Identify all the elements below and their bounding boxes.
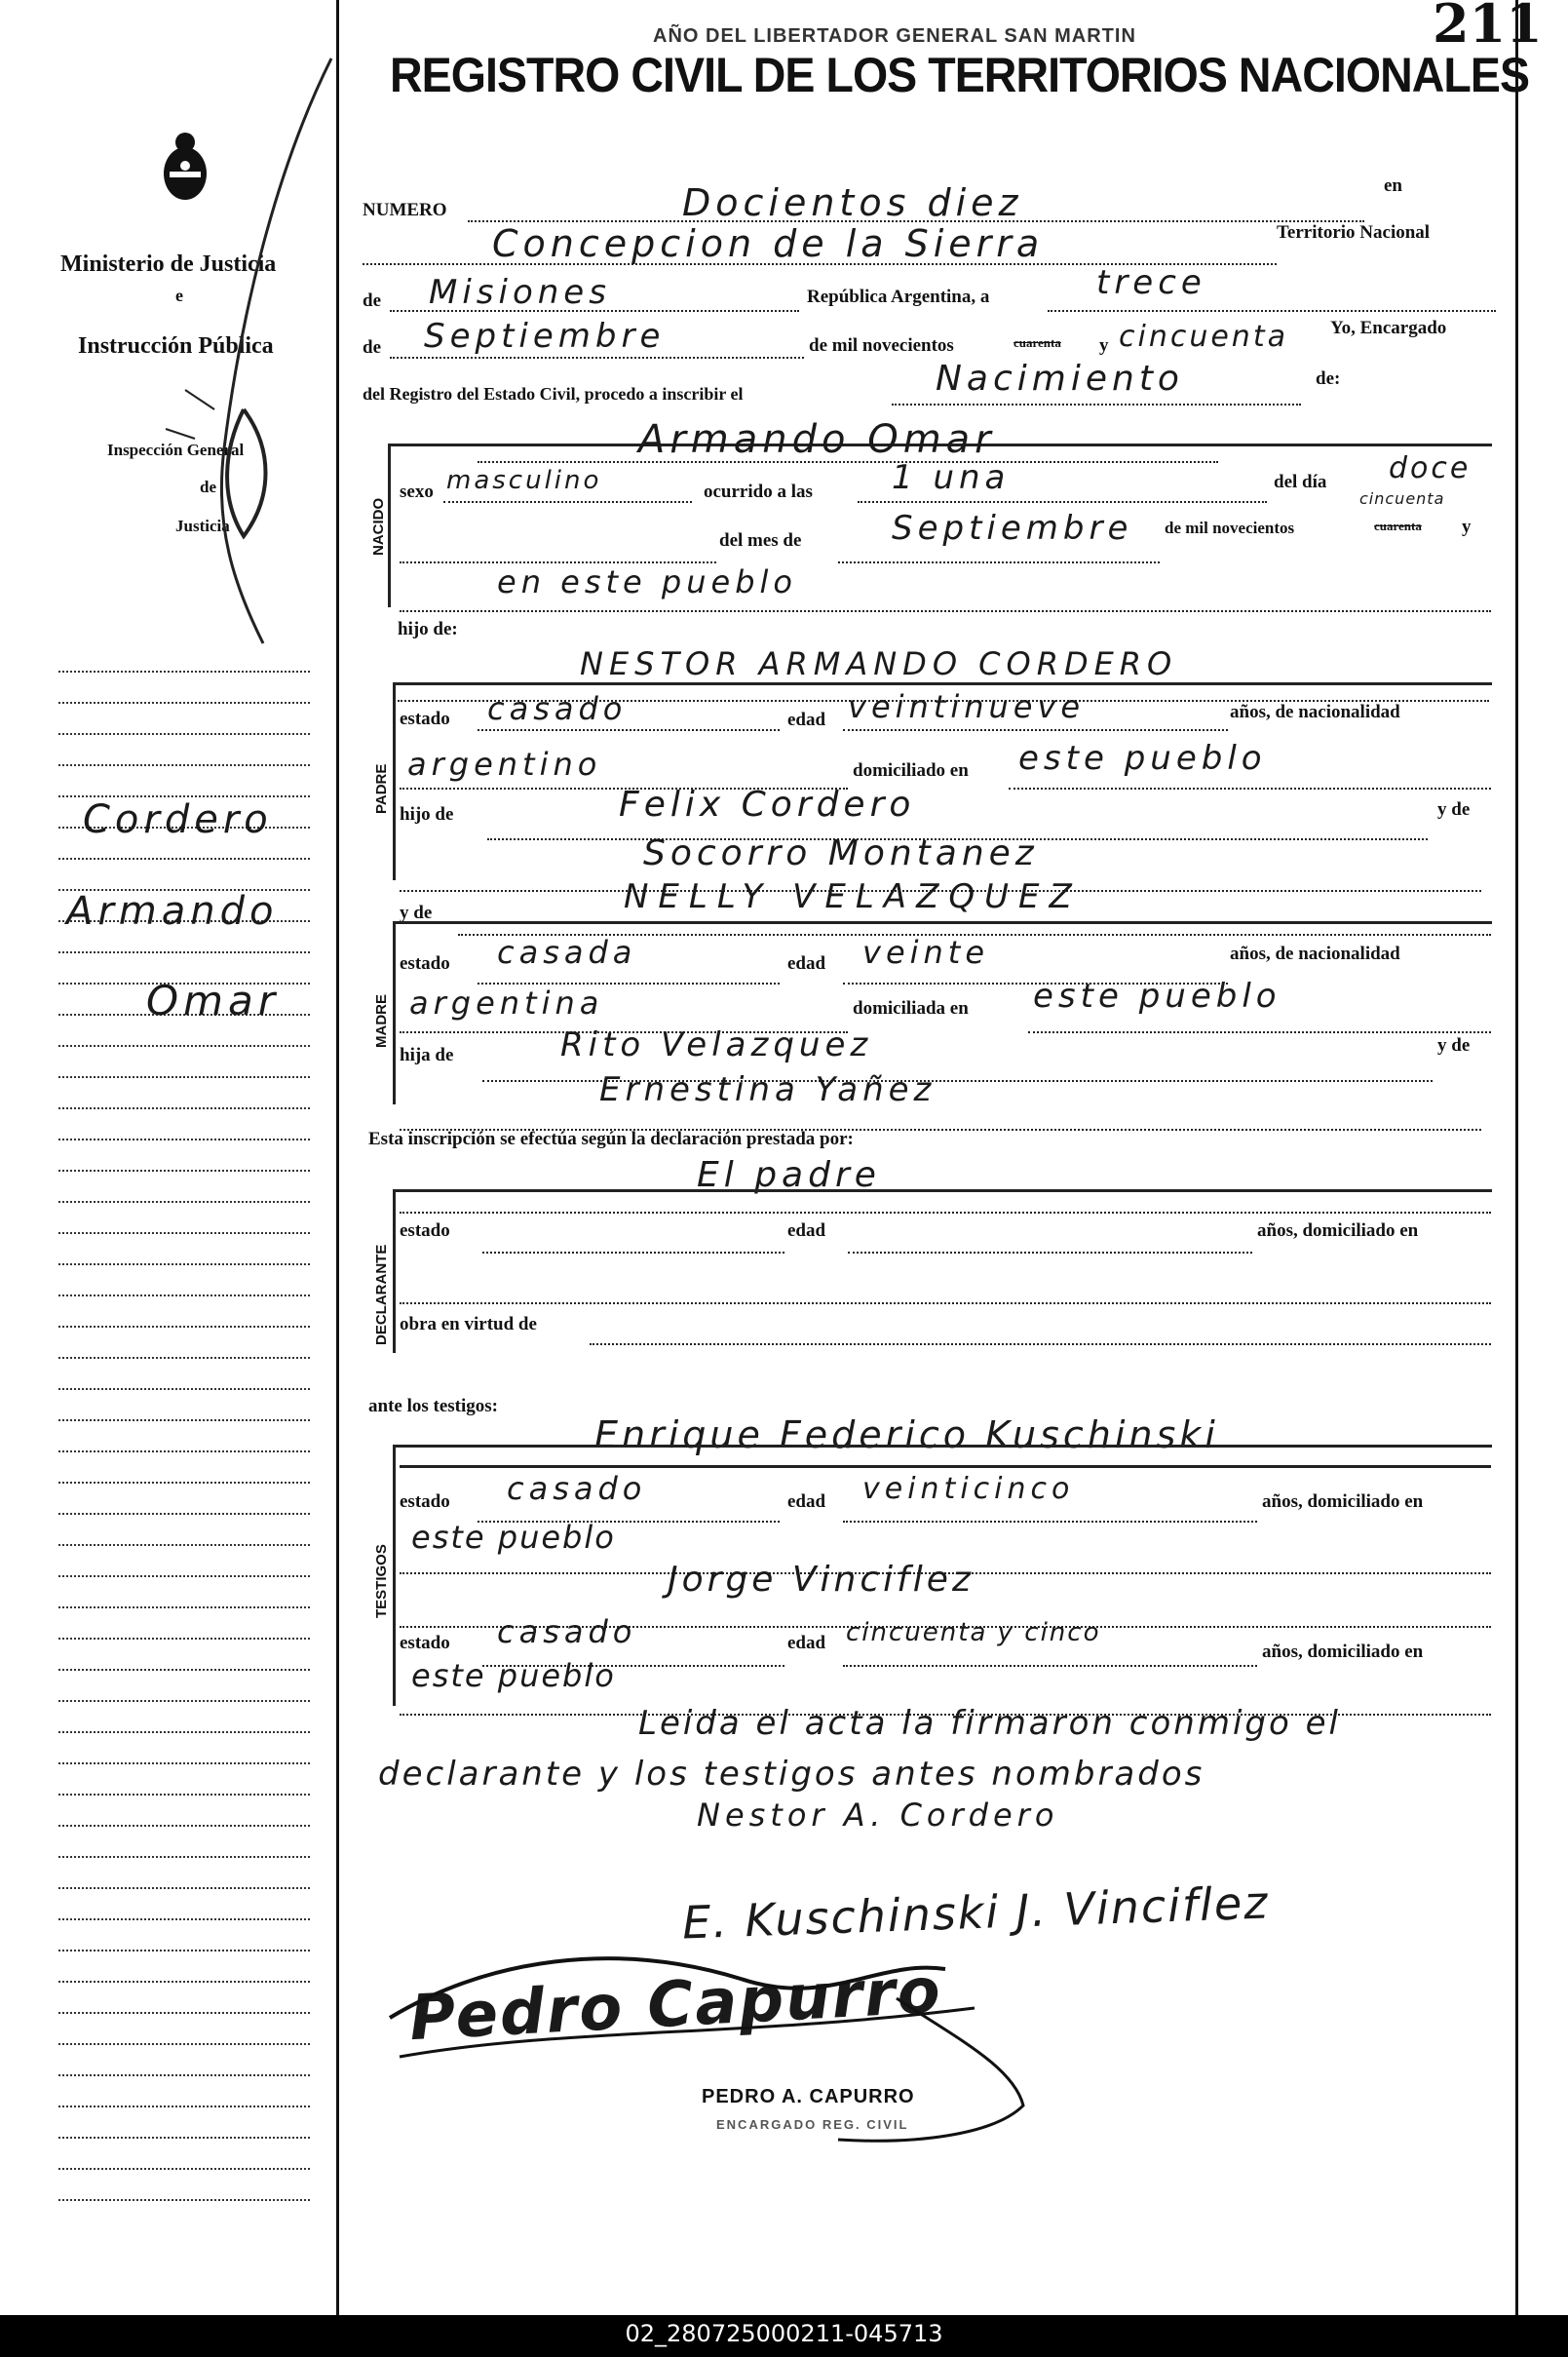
closing-line1: Leida el acta la firmaron conmigo el (638, 1704, 1341, 1743)
label-edad-padre: edad (787, 710, 826, 730)
value-estado-t2: casado (497, 1613, 637, 1650)
label-domiciliado-declarante: años, domiciliado en (1257, 1220, 1419, 1241)
section-label-testigos: TESTIGOS (373, 1544, 390, 1618)
ministry-line2: Instrucción Pública (78, 333, 274, 359)
label-y-de-madre2: y de (1437, 1035, 1471, 1056)
value-sexo: masculino (446, 466, 602, 495)
value-nac-padre: argentino (407, 746, 602, 783)
label-estado-declarante: estado (400, 1220, 450, 1241)
value-territorio: Misiones (429, 273, 611, 312)
label-domiciliado-t1: años, domiciliado en (1262, 1491, 1424, 1512)
value-edad-padre: veintinueve (848, 688, 1086, 725)
label-domiciliado-t2: años, domiciliado en (1262, 1642, 1424, 1662)
label-de-mes: de (363, 337, 381, 358)
value-mes: Septiembre (424, 317, 666, 356)
label-domiciliada-madre: domiciliada en (853, 998, 969, 1019)
section-label-declarante: DECLARANTE (373, 1244, 390, 1345)
closing-line3: Nestor A. Cordero (697, 1797, 1059, 1834)
inspection-line2: de (200, 478, 216, 496)
value-testigo2: Jorge Vinciflez (668, 1560, 975, 1600)
label-nacionalidad-padre: años, de nacionalidad (1230, 702, 1400, 722)
value-estado-padre: casado (487, 690, 628, 727)
label-nacionalidad-madre: años, de nacionalidad (1230, 944, 1400, 964)
label-cuarenta2: cuarenta (1374, 519, 1422, 533)
label-yo-encargado: Yo, Encargado (1330, 318, 1447, 338)
footer-image-id: 02_280725000211-045713 (625, 2320, 943, 2347)
label-sexo: sexo (400, 482, 434, 502)
field-dom-declarante[interactable] (400, 1277, 1491, 1304)
label-del-registro: del Registro del Estado Civil, procedo a inscribir el (363, 384, 744, 404)
label-edad-t2: edad (787, 1633, 826, 1653)
label-de-colon: de: (1316, 368, 1341, 389)
signature-flourish (370, 1901, 1052, 2154)
closing-line2: declarante y los testigos antes nombrados (378, 1755, 1205, 1794)
label-edad-t1: edad (787, 1491, 826, 1512)
stamp-role: ENCARGADO REG. CIVIL (716, 2117, 909, 2132)
label-y-de-madre: y de (400, 903, 433, 923)
section-label-madre: MADRE (373, 994, 390, 1048)
label-cuarenta: cuarenta (1013, 335, 1061, 350)
value-dom-padre: este pueblo (1018, 739, 1267, 778)
label-en: en (1384, 175, 1402, 196)
value-dom-t1: este pueblo (411, 1519, 616, 1556)
value-anio: cincuenta (1119, 320, 1288, 354)
year-motto: AÑO DEL LIBERTADOR GENERAL SAN MARTIN (653, 25, 1136, 47)
value-numero: Docientos diez (682, 181, 1023, 224)
right-border (1515, 0, 1518, 2315)
value-abuela-m: Ernestina Yañez (599, 1070, 937, 1109)
label-de-territorio: de (363, 290, 381, 311)
label-edad-declarante: edad (787, 1220, 826, 1241)
page-title: REGISTRO CIVIL DE LOS TERRITORIOS NACIONALES (390, 48, 1530, 102)
inspection-line1: Inspección General (107, 441, 245, 459)
value-padre-nombre: NESTOR ARMANDO CORDERO (580, 645, 1178, 682)
value-acto: Nacimiento (936, 359, 1184, 399)
field-abuela-m[interactable] (400, 1101, 1481, 1131)
value-testigo1: Enrique Federico Kuschinski (594, 1413, 1219, 1456)
signature-official: Pedro Capurro (407, 1954, 944, 2056)
signature-witnesses: E. Kuschinski J. Vinciflez (681, 1875, 1271, 1950)
value-estado-t1: casado (507, 1470, 647, 1507)
value-estado-madre: casada (497, 934, 637, 971)
margin-firstname: Armando (66, 889, 279, 934)
label-del-mes: del mes de (719, 530, 802, 551)
value-abuela-p: Socorro Montanez (643, 833, 1039, 873)
label-republica: República Argentina, a (807, 287, 990, 307)
label-hija-madre: hija de (400, 1045, 454, 1065)
value-abuelo-p: Felix Cordero (619, 785, 916, 825)
value-nac-madre: argentina (409, 985, 604, 1022)
label-declaracion: Esta inscripción se efectúa según la declaración prestada por: (368, 1129, 854, 1149)
field-blank-1[interactable] (400, 534, 716, 563)
value-dom-t2: este pueblo (411, 1657, 616, 1694)
section-label-nacido: NACIDO (370, 497, 387, 556)
label-y-de-padre: y de (1437, 799, 1471, 820)
ministry-line1: Ministerio de Justicia (60, 251, 277, 277)
field-estado-declarante[interactable] (482, 1226, 784, 1254)
value-abuelo-m: Rito Velazquez (560, 1025, 873, 1064)
field-obra-virtud[interactable] (590, 1318, 1491, 1345)
value-declarante: El padre (697, 1155, 881, 1195)
value-hora: 1 una (892, 458, 1011, 497)
value-edad-madre: veinte (862, 934, 990, 971)
margin-signature (127, 39, 351, 721)
margin-middlename: Omar (146, 977, 280, 1024)
page-number: 211 (1433, 0, 1543, 55)
label-de-mil2: de mil novecientos (1165, 519, 1295, 537)
label-estado-t1: estado (400, 1491, 450, 1512)
value-mes-nac: Septiembre (892, 509, 1133, 548)
label-del-dia: del día (1274, 472, 1327, 492)
label-estado-madre: estado (400, 953, 450, 974)
field-edad-declarante[interactable] (848, 1226, 1252, 1254)
value-lugar: Concepcion de la Sierra (492, 222, 1045, 265)
ministry-e: e (175, 286, 183, 305)
margin-surname: Cordero (83, 797, 273, 842)
label-obra-virtud: obra en virtud de (400, 1314, 537, 1334)
section-label-padre: PADRE (373, 763, 390, 814)
value-lugar-nac: en este pueblo (497, 563, 797, 600)
label-edad-madre: edad (787, 953, 826, 974)
value-nombre: Armando Omar (638, 417, 996, 462)
value-dia-nac: doce (1389, 451, 1472, 485)
value-madre-nombre: NELLY VELAZQUEZ (624, 877, 1082, 916)
stamp-name: PEDRO A. CAPURRO (702, 2086, 915, 2107)
inspection-line3: Justicia (175, 517, 230, 535)
label-numero: NUMERO (363, 200, 447, 220)
label-hijo-de: hijo de: (398, 619, 458, 639)
label-y2: y (1462, 517, 1472, 537)
label-ocurrido: ocurrido a las (704, 482, 813, 502)
label-de-mil: de mil novecientos (809, 335, 954, 356)
label-hijo-padre: hijo de (400, 804, 454, 825)
value-dom-madre: este pueblo (1033, 977, 1281, 1016)
label-y: y (1099, 335, 1109, 356)
value-edad-t1: veinticinco (862, 1472, 1075, 1506)
label-estado-t2: estado (400, 1633, 450, 1653)
value-dia: trece (1096, 263, 1206, 302)
label-ante-testigos: ante los testigos: (368, 1396, 498, 1416)
label-estado-padre: estado (400, 709, 450, 729)
label-domiciliado-padre: domiciliado en (853, 760, 969, 781)
value-anio-nac: cincuenta (1359, 489, 1445, 508)
label-territorio: Territorio Nacional (1277, 222, 1431, 243)
value-edad-t2: cincuenta y cinco (846, 1618, 1101, 1647)
